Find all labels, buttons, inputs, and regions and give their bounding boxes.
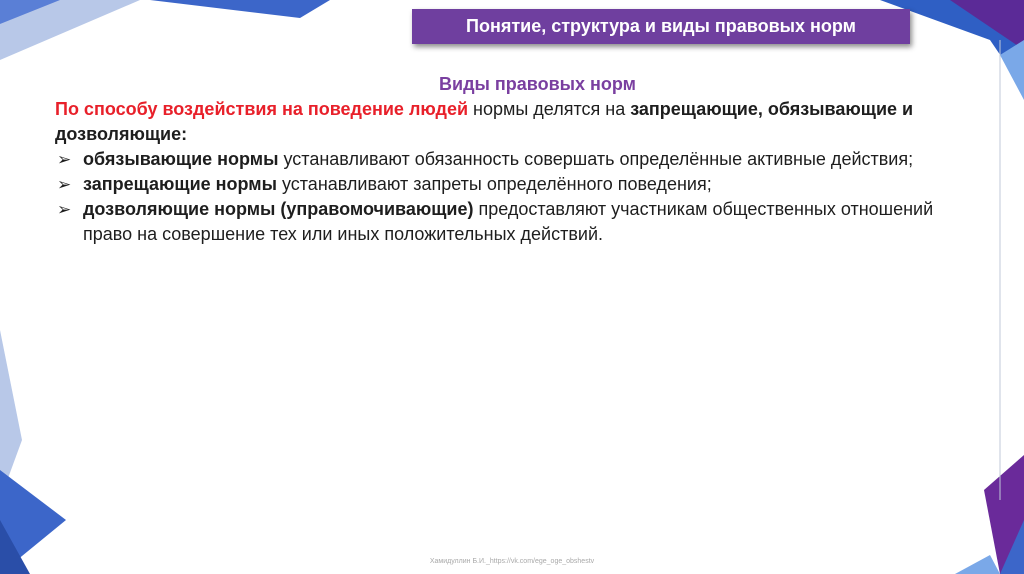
- deco-top-blue-sliver: [150, 0, 330, 18]
- list-item-term: обязывающие нормы: [83, 149, 279, 169]
- list-item-text: предоставляют участникам общественных отношений право на совершение тех или иных положительных действий.: [83, 199, 934, 244]
- footer-credit: Хамидуллин Б.И._https://vk.com/ege_oge_obshestv: [429, 558, 595, 565]
- slide-title-banner: [412, 9, 910, 44]
- intro-red-phrase: По способу воздействия на поведение людей: [55, 99, 469, 119]
- intro-middle-text: нормы делятся на: [468, 99, 631, 119]
- list-item-term: запрещающие нормы: [83, 174, 277, 194]
- list-item: [55, 197, 960, 247]
- intro-bold-phrase: запрещающие, обязывающие и дозволяющие:: [55, 99, 914, 144]
- arrow-bullet-icon: ➢: [57, 175, 72, 194]
- slide-title: Понятие, структура и виды правовых норм: [466, 16, 856, 36]
- intro-paragraph: [55, 97, 960, 147]
- list-item-text: устанавливают обязанность совершать определённые активные действия;: [278, 149, 914, 169]
- arrow-bullet-icon: ➢: [57, 200, 72, 219]
- list-item-text: устанавливают запреты определённого поведения;: [276, 174, 712, 194]
- slide-content: [55, 72, 960, 247]
- list-item: [55, 147, 960, 172]
- norms-list: [55, 147, 960, 247]
- arrow-bullet-icon: ➢: [57, 150, 72, 169]
- list-item: [55, 172, 960, 197]
- list-item-term: дозволяющие нормы (управомочивающие): [83, 199, 474, 219]
- section-subtitle: Виды правовых норм: [439, 74, 636, 94]
